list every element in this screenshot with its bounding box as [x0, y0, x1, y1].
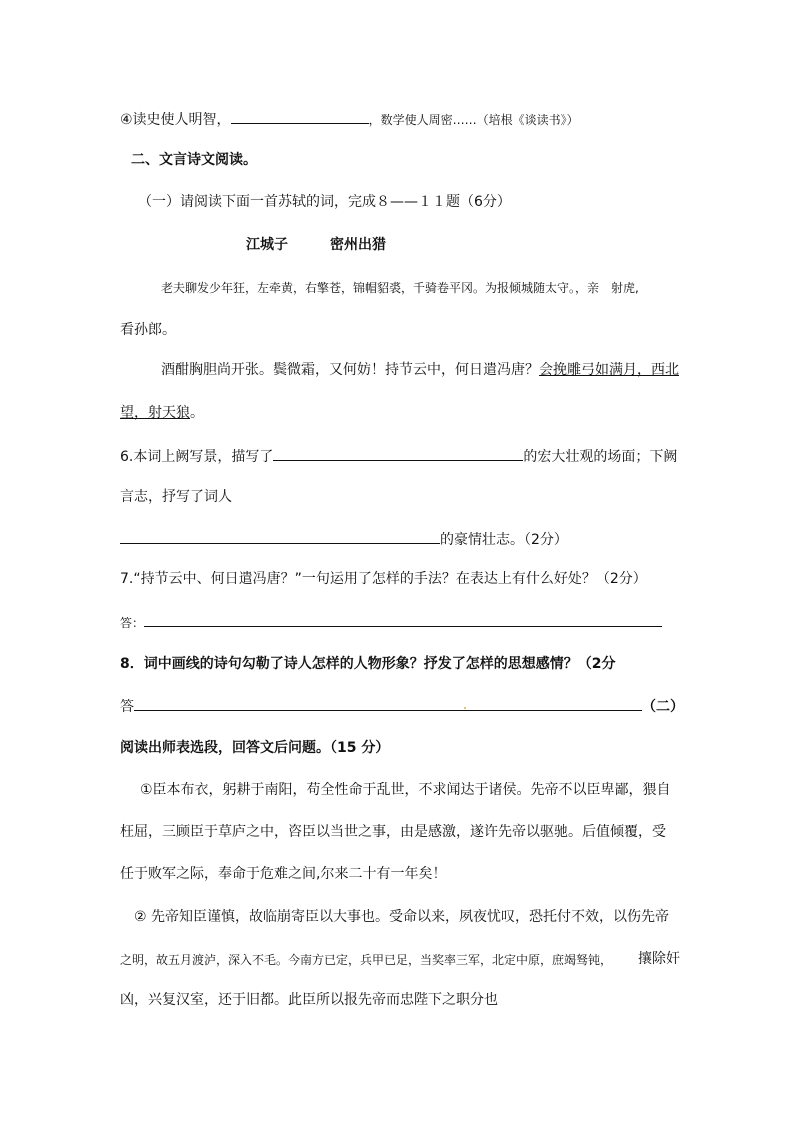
- poem-line-3-end: 。: [190, 405, 204, 421]
- q6-line-3-post: 的豪情壮志。（2分）: [440, 532, 568, 548]
- q8-answer-label: 答: [120, 699, 134, 715]
- poem-line-2-text: 酒酣胸胆尚开张。鬓微霜，又何妨！持节云中，何日遣冯唐？: [161, 362, 539, 378]
- q7-answer-blank[interactable]: [144, 612, 662, 627]
- underlined-verse: 会挽雕弓如满月，西北: [539, 362, 679, 378]
- q6-line-2: 言志，抒写了词人: [120, 489, 232, 505]
- poem-line-3: [120, 404, 204, 422]
- q6-line-1: [120, 446, 677, 466]
- q8-answer-line: [120, 696, 684, 716]
- section-title: 二、文言诗文阅读。: [131, 152, 257, 168]
- passage-p2-line-3: 凶，兴复汉室，还于旧都。此臣所以报先帝而忠陛下之职分也: [120, 992, 498, 1008]
- poem-line-1b: 看孙郎。: [120, 322, 176, 338]
- passage-p1-line-3: 任于败军之际，奉命于危难之间,尔来二十有一年矣！: [120, 866, 447, 882]
- part2-intro: 阅读出师表选段，回答文后问题。（15 分）: [120, 740, 390, 756]
- part2-marker: （二）: [642, 699, 684, 715]
- q8-question: 8．词中画线的诗句勾勒了诗人怎样的人物形象？抒发了怎样的思想感情？（2分: [120, 656, 616, 672]
- quote-pre: ④读史使人明智，: [120, 112, 231, 128]
- q6-blank-2[interactable]: [120, 529, 440, 544]
- q6-pre: 6.本词上阙写景，描写了: [120, 449, 274, 465]
- q7-question: 7.“持节云中、何日遣冯唐？”一句运用了怎样的手法？在表达上有什么好处？（2分）: [120, 571, 647, 587]
- poem-line-1: 老夫聊发少年狂，左牵黄，右擎苍，锦帽貂裘，千骑卷平冈。为报倾城随太守。，亲 射虎,: [161, 281, 639, 295]
- q8-answer-blank[interactable]: [134, 696, 642, 711]
- passage-p2-line-2b: 攘除奸: [638, 951, 680, 967]
- poem-title: 江城子: [246, 237, 288, 253]
- q6-blank-1[interactable]: [273, 446, 523, 461]
- q6-post: 的宏大壮观的场面；下阙: [523, 449, 678, 465]
- quote-post: ，数学使人周密……（培根《谈读书》）: [368, 113, 579, 127]
- passage-p1-line-2: 枉屈，三顾臣于草庐之中，咨臣以当世之事，由是感激，遂许先帝以驱驰。后值倾覆，受: [120, 824, 666, 840]
- passage-p2-line-2: 之明，故五月渡泸，深入不毛。今南方已定，兵甲已足，当奖率三军，北定中原，庶竭驽钝，: [120, 953, 613, 967]
- passage-p1-line-1: ①臣本布衣，躬耕于南阳，苟全性命于乱世，不求闻达于诸侯。先帝不以臣卑鄙，猥自: [140, 782, 671, 798]
- q6-line-3: [120, 529, 568, 549]
- underlined-verse-end: 望，射天狼: [120, 405, 190, 421]
- stray-dot: [464, 707, 466, 709]
- quote-line: [120, 109, 579, 129]
- passage-p2-line-1: ② 先帝知臣谨慎，故临崩寄臣以大事也。受命以来，夙夜忧叹，恐托付不效，以伤先帝: [134, 909, 669, 925]
- poem-subtitle: 密州出猎: [330, 237, 386, 253]
- q7-answer-label: 答：: [120, 616, 145, 630]
- quote-blank: [231, 109, 369, 124]
- part1-intro: （一）请阅读下面一首苏轼的词，完成８——１１题（6分）: [138, 194, 511, 210]
- q7-answer-line: [120, 612, 662, 632]
- poem-line-2: [161, 361, 679, 379]
